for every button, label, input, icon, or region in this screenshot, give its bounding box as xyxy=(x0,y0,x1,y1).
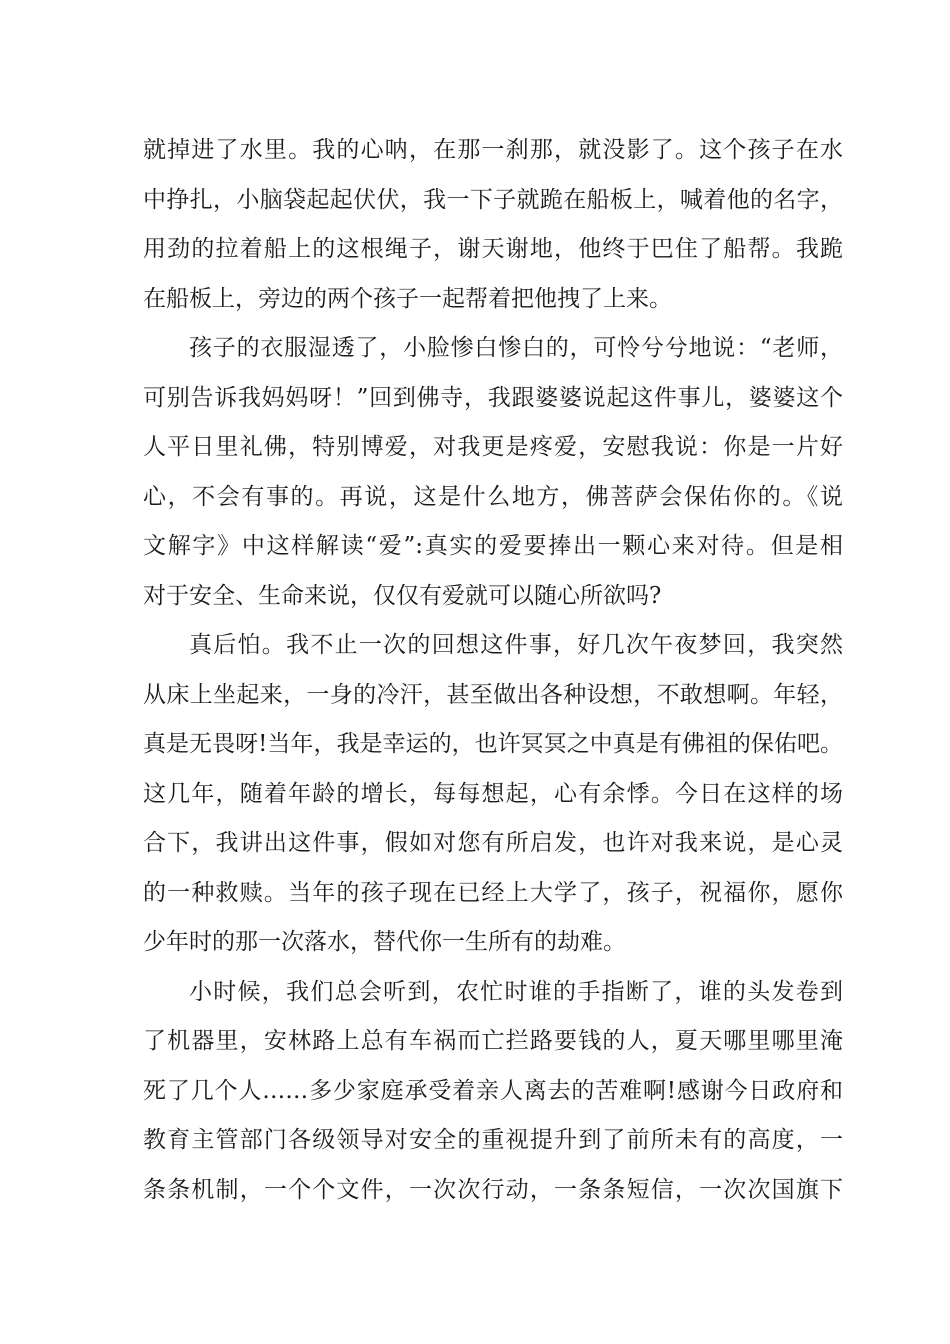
text-line: 少年时的那一次落水，替代你一生所有的劫难。 xyxy=(143,929,626,955)
text-line: 对于安全、生命来说，仅仅有爱就可以随心所欲吗? xyxy=(143,582,662,609)
document-body xyxy=(143,126,843,1215)
text-line: 在船板上，旁边的两个孩子一起帮着把他拽了上来。 xyxy=(143,285,672,312)
text-line: 文解字》中这样解读“爱”:真实的爱要捧出一颗心来对待。但是相 xyxy=(143,533,843,559)
text-line: 真后怕。我不止一次的回想这件事，好几次午夜梦回，我突然 xyxy=(189,632,843,658)
text-line: 孩子的衣服湿透了，小脸惨白惨白的，可怜兮兮地说：“老师， xyxy=(189,335,843,361)
text-line: 这几年，随着年龄的增长，每每想起，心有余悸。今日在这样的场 xyxy=(143,780,843,807)
text-line: 条条机制，一个个文件，一次次行动，一条条短信，一次次国旗下 xyxy=(143,1176,843,1203)
text-line: 就掉进了水里。我的心呐，在那一刹那，就没影了。这个孩子在水 xyxy=(143,137,843,163)
text-line: 中挣扎，小脑袋起起伏伏，我一下子就跪在船板上，喊着他的名字， xyxy=(143,186,843,213)
text-line: 了机器里，安林路上总有车祸而亡拦路要钱的人，夏天哪里哪里淹 xyxy=(143,1028,843,1054)
text-line: 用劲的拉着船上的这根绳子，谢天谢地，他终于巴住了船帮。我跪 xyxy=(143,236,843,262)
text-line: 死了几个人……多少家庭承受着亲人离去的苦难啊!感谢今日政府和 xyxy=(143,1077,843,1104)
text-line: 小时候，我们总会听到，农忙时谁的手指断了，谁的头发卷到 xyxy=(189,978,843,1005)
text-line: 合下，我讲出这件事，假如对您有所启发，也许对我来说，是心灵 xyxy=(143,830,843,856)
text-line: 真是无畏呀!当年，我是幸运的，也许冥冥之中真是有佛祖的保佑吧。 xyxy=(143,731,843,757)
text-line: 可别告诉我妈妈呀！”回到佛寺，我跟婆婆说起这件事儿，婆婆这个 xyxy=(143,384,843,411)
text-line: 从床上坐起来，一身的冷汗，甚至做出各种设想，不敢想啊。年轻， xyxy=(143,681,843,708)
text-line: 心，不会有事的。再说，这是什么地方，佛菩萨会保佑你的。《说 xyxy=(143,483,843,510)
text-line: 人平日里礼佛，特别博爱，对我更是疼爱，安慰我说：你是一片好 xyxy=(143,434,843,460)
text-line: 的一种救赎。当年的孩子现在已经上大学了，孩子，祝福你，愿你 xyxy=(143,879,843,906)
text-line: 教育主管部门各级领导对安全的重视提升到了前所未有的高度，一 xyxy=(143,1127,843,1153)
